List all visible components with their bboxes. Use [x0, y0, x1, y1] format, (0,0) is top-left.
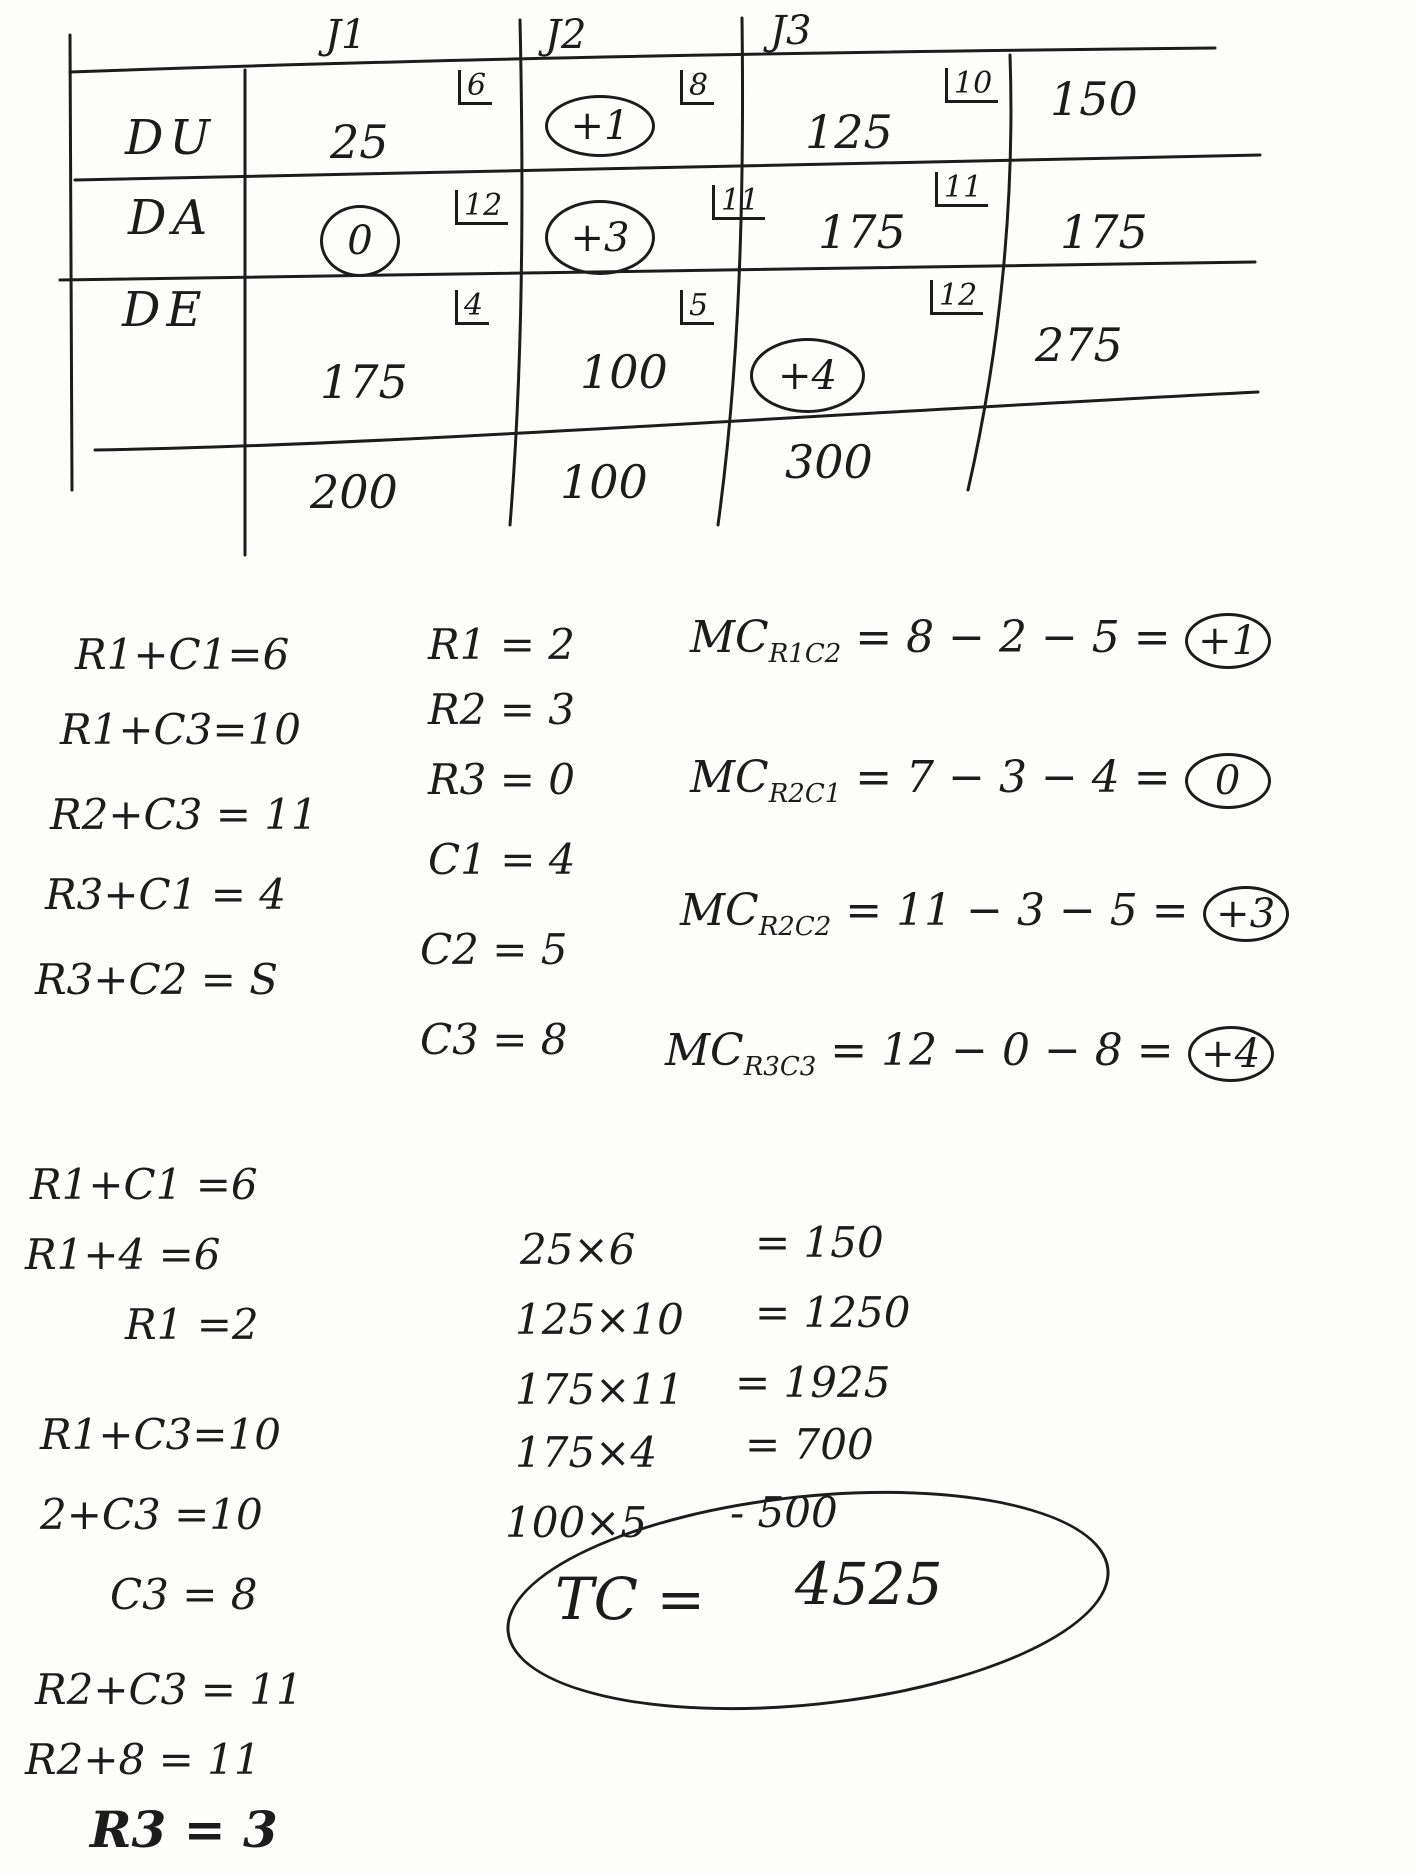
cost-du-j2: 8: [680, 70, 714, 105]
cost-da-j1: 12: [455, 190, 508, 225]
mc-expression: = 12 − 0 − 8 =: [830, 1025, 1174, 1076]
derivation-6: C3 = 8: [110, 1570, 258, 1619]
derivation-2: R1+4 =6: [25, 1230, 221, 1279]
demand-j3: 300: [785, 435, 873, 489]
mc-label: MC: [680, 885, 759, 936]
calc-product-5: 100×5: [505, 1498, 648, 1547]
derivation-8: R2+8 = 11: [25, 1735, 261, 1784]
mc-row-2: [690, 752, 1271, 809]
mc-expression: = 11 − 3 − 5 =: [845, 885, 1189, 936]
total-cost-label: TC =: [555, 1565, 706, 1633]
total-cost-value: 4525: [795, 1550, 943, 1618]
marginal-da-j1: 0: [320, 205, 400, 277]
cell-de-j2: 100: [580, 345, 668, 399]
mc-label: MC: [690, 752, 769, 803]
row-label-du: DU: [125, 110, 216, 166]
cost-de-j1: 4: [455, 290, 489, 325]
equation-4: R3+C1 = 4: [45, 870, 287, 919]
mc-row-4: [665, 1025, 1274, 1082]
calc-result-1: = 150: [755, 1218, 884, 1267]
calc-product-4: 175×4: [515, 1428, 658, 1477]
mc-result: +3: [1203, 886, 1289, 942]
value-r3: R3 = 0: [428, 755, 575, 804]
value-r1: R1 = 2: [428, 620, 575, 669]
mc-expression: = 8 − 2 − 5 =: [855, 612, 1171, 663]
mc-row-3: [680, 885, 1289, 942]
row-label-de: DE: [122, 282, 208, 338]
cell-de-j1: 175: [320, 355, 408, 409]
demand-j2: 100: [560, 455, 648, 509]
column-header-j1: J1: [325, 12, 367, 58]
cost-de-j2: 5: [680, 290, 714, 325]
mc-expression: = 7 − 3 − 4 =: [855, 752, 1171, 803]
cost-de-j3: 12: [930, 280, 983, 315]
cost-du-j1: 6: [458, 70, 492, 105]
mc-subscript: R1C2: [768, 638, 842, 669]
marginal-da-j2: +3: [545, 200, 655, 275]
derivation-3: R1 =2: [125, 1300, 259, 1349]
mc-row-1: [690, 612, 1271, 669]
mc-result: +1: [1185, 613, 1271, 669]
cell-du-j3: 125: [805, 105, 893, 159]
calc-result-2: = 1250: [755, 1288, 911, 1337]
value-c3: C3 = 8: [420, 1015, 568, 1064]
cost-da-j2: 11: [712, 185, 765, 220]
mc-subscript: R3C3: [743, 1051, 817, 1082]
mc-subscript: R2C2: [758, 911, 832, 942]
demand-j1: 200: [310, 465, 398, 519]
mc-result: +4: [1188, 1026, 1274, 1082]
column-header-j3: J3: [770, 8, 812, 54]
value-c2: C2 = 5: [420, 925, 568, 974]
cell-du-j1: 25: [330, 115, 389, 169]
cost-da-j3: 11: [935, 172, 988, 207]
mc-label: MC: [665, 1025, 744, 1076]
value-c1: C1 = 4: [428, 835, 576, 884]
supply-da: 175: [1060, 205, 1148, 259]
derivation-7: R2+C3 = 11: [35, 1665, 303, 1714]
row-label-da: DA: [128, 190, 214, 246]
equation-1: R1+C1=6: [75, 630, 290, 679]
cost-du-j3: 10: [945, 68, 998, 103]
derivation-4: R1+C3=10: [40, 1410, 282, 1459]
value-r2: R2 = 3: [428, 685, 575, 734]
cell-da-j3: 175: [818, 205, 906, 259]
calc-result-3: = 1925: [735, 1358, 891, 1407]
equation-2: R1+C3=10: [60, 705, 302, 754]
calc-product-2: 125×10: [515, 1295, 684, 1344]
derivation-5: 2+C3 =10: [40, 1490, 263, 1539]
supply-du: 150: [1050, 72, 1138, 126]
calc-product-1: 25×6: [520, 1225, 636, 1274]
derivation-1: R1+C1 =6: [30, 1160, 258, 1209]
mc-subscript: R2C1: [768, 778, 842, 809]
mc-result: 0: [1185, 753, 1271, 809]
column-header-j2: J2: [545, 12, 587, 58]
equation-5: R3+C2 = S: [35, 955, 279, 1004]
calc-result-4: = 700: [745, 1420, 874, 1469]
supply-de: 275: [1035, 318, 1123, 372]
calc-product-3: 175×11: [515, 1365, 684, 1414]
derivation-9: R3 = 3: [90, 1800, 278, 1859]
marginal-du-j2: +1: [545, 95, 655, 157]
calc-result-5: - 500: [730, 1488, 838, 1537]
marginal-de-j3: +4: [750, 338, 865, 413]
equation-3: R2+C3 = 11: [50, 790, 318, 839]
mc-label: MC: [690, 612, 769, 663]
